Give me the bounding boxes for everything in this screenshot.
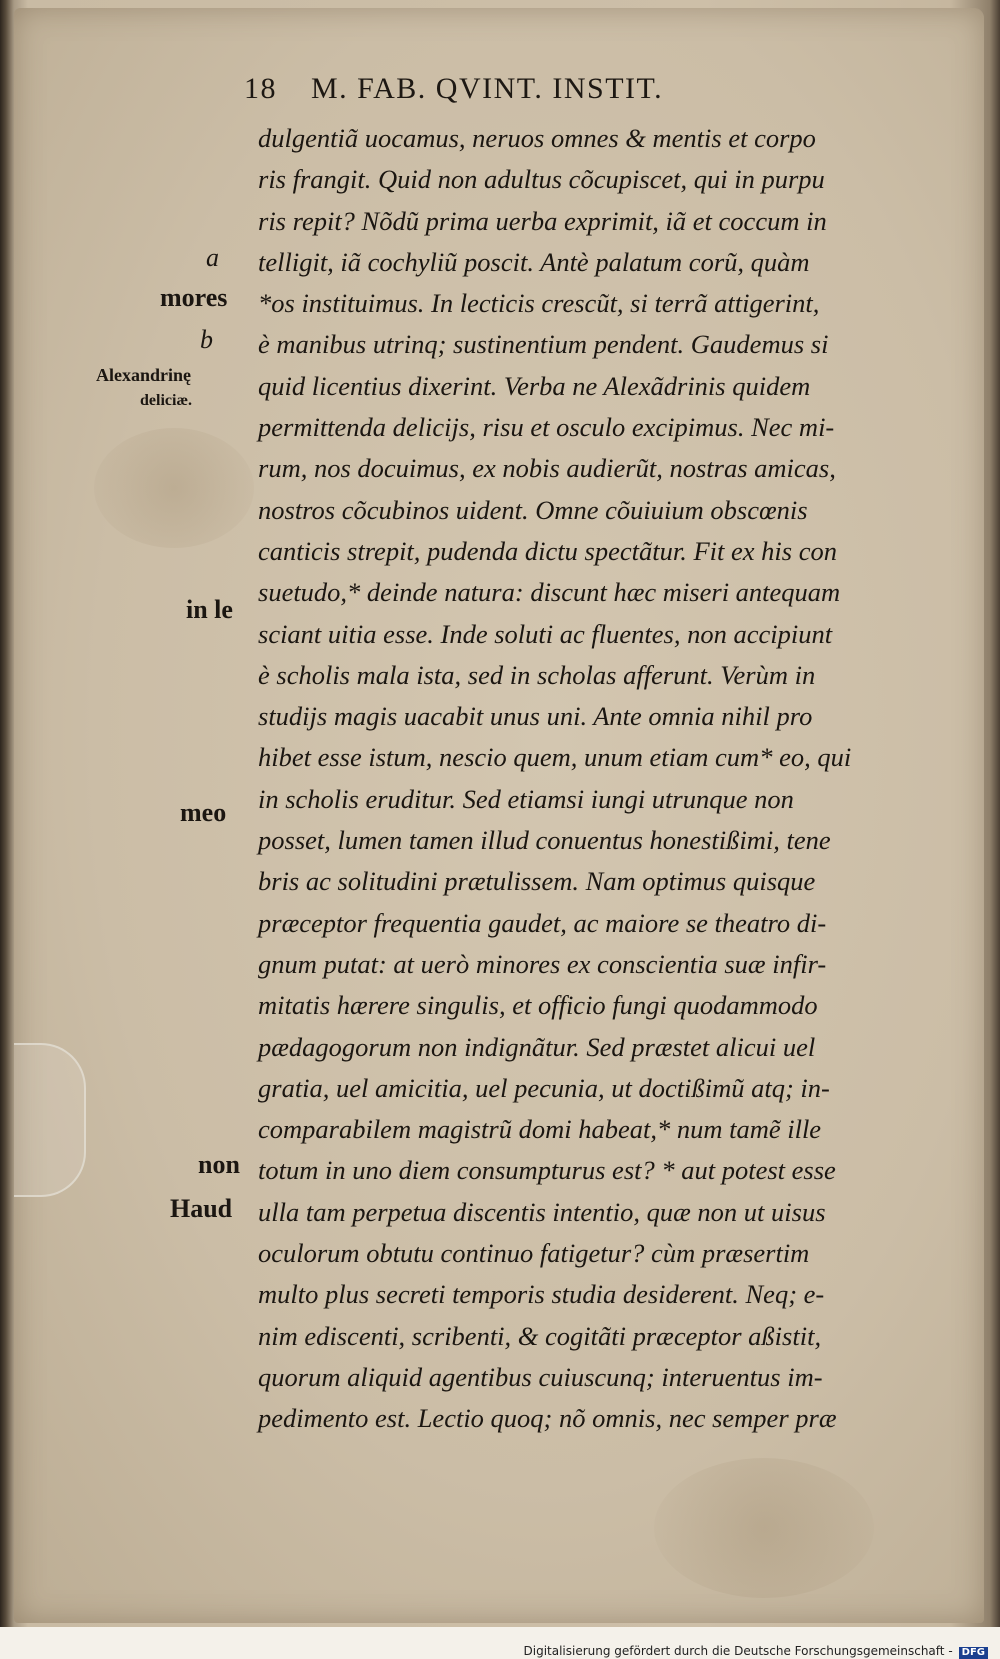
text-line: ris frangit. Quid non adultus cõcupiscet, qui in purpu xyxy=(258,164,825,195)
footer-credit-text: Digitalisierung gefördert durch die Deutsche Forschungsgemeinschaft - xyxy=(523,1644,953,1658)
text-line: oculorum obtutu continuo fatigetur? cùm præsertim xyxy=(258,1238,810,1269)
page-stain xyxy=(94,428,254,548)
text-line: canticis strepit, pudenda dictu spectãtur. Fit ex his con xyxy=(258,535,837,566)
text-line: hibet esse istum, nescio quem, unum etiam cum* eo, qui xyxy=(258,742,852,773)
margin-note-in-le: in le xyxy=(186,595,233,624)
footer-credit xyxy=(524,1644,989,1659)
text-line: pædagogorum non indignãtur. Sed præstet alicui uel xyxy=(258,1031,816,1062)
text-line: telligit, iã cochyliũ poscit. Antè palatum corũ, quàm xyxy=(258,246,810,277)
text-line: mitatis hærere singulis, et officio fungi quodammodo xyxy=(258,990,818,1021)
text-line: gratia, uel amicitia, uel pecunia, ut doctißimũ atq; in- xyxy=(258,1072,830,1103)
text-line: totum in uno diem consumpturus est? * aut potest esse xyxy=(258,1155,836,1186)
body-text xyxy=(258,118,948,1440)
text-line: suetudo,* deinde natura: discunt hæc miseri antequam xyxy=(258,577,841,608)
page-number: 18 xyxy=(244,72,277,105)
text-line: bris ac solitudini prætulissem. Nam optimus quisque xyxy=(258,866,816,897)
text-line: in scholis eruditur. Sed etiamsi iungi utrunque non xyxy=(258,783,794,814)
running-header xyxy=(244,72,884,106)
text-line: permittenda delicijs, risu et osculo excipimus. Nec mi- xyxy=(258,412,835,443)
margin-note-deliciae: deliciæ. xyxy=(140,392,192,409)
text-line: ulla tam perpetua discentis intentio, quæ non ut uisus xyxy=(258,1196,826,1227)
text-line: nostros cõcubinos uident. Omne cõuiuium obscœnis xyxy=(258,494,808,525)
text-line: è manibus utrinq; sustinentium pendent. Gaudemus si xyxy=(258,329,829,360)
text-line: gnum putat: at uerò minores ex conscientia suæ infir- xyxy=(258,948,827,979)
margin-note-meo: meo xyxy=(180,798,227,827)
running-title: M. FAB. QVINT. INSTIT. xyxy=(311,72,664,105)
text-line: comparabilem magistrũ domi habeat,* num tamẽ ille xyxy=(258,1114,822,1145)
text-line: *os instituimus. In lecticis crescũt, si terrã attigerint, xyxy=(258,288,820,319)
page-stain xyxy=(654,1458,874,1598)
text-line: quid licentius dixerint. Verba ne Alexãdrinis quidem xyxy=(258,370,811,401)
dfg-logo: DFG xyxy=(959,1647,988,1659)
margin-note-alexandrinae: Alexandrinę xyxy=(96,365,192,385)
binding-clip xyxy=(14,1043,86,1197)
margin-note-non: non xyxy=(198,1150,240,1179)
text-line: pedimento est. Lectio quoq; nõ omnis, nec semper præ xyxy=(258,1403,837,1434)
text-line: sciant uitia esse. Inde soluti ac fluentes, non accipiunt xyxy=(258,618,833,649)
text-line: rum, nos docuimus, ex nobis audierũt, nostras amicas, xyxy=(258,453,836,484)
margin-note-b: b xyxy=(200,325,213,354)
text-line: posset, lumen tamen illud conuentus honestißimi, tene xyxy=(258,825,831,856)
margin-note-mores: mores xyxy=(160,283,228,312)
text-line: dulgentiã uocamus, neruos omnes & mentis et corpo xyxy=(258,123,816,153)
text-line: nim ediscenti, scribenti, & cogitãti præceptor aßistit, xyxy=(258,1320,822,1351)
text-line: quorum aliquid agentibus cuiuscunq; interuentus im- xyxy=(258,1361,823,1392)
text-line: multo plus secreti temporis studia desiderent. Neq; e- xyxy=(258,1279,825,1310)
text-line: è scholis mala ista, sed in scholas afferunt. Verùm in xyxy=(258,659,816,690)
margin-note-a: a xyxy=(206,243,219,272)
text-line: ris repit? Nõdũ prima uerba exprimit, iã et coccum in xyxy=(258,205,827,236)
text-line: præceptor frequentia gaudet, ac maiore se theatro di- xyxy=(258,907,827,938)
margin-note-haud: Haud xyxy=(170,1194,233,1223)
text-line: studijs magis uacabit unus uni. Ante omnia nihil pro xyxy=(258,701,813,732)
